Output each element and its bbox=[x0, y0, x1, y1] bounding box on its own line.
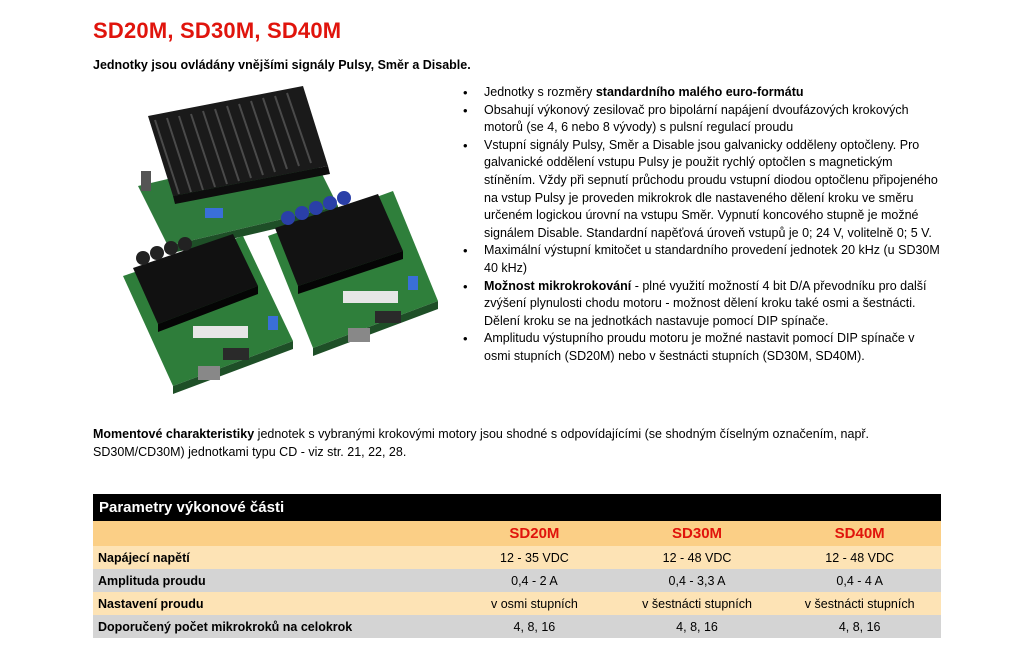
feature-item: • Amplitudu výstupního proudu motoru je možné nastavit pomocí DIP spínače v osmi stupních (SD20M) nebo v šestnácti stupních (SD30M, SD40M). bbox=[462, 330, 942, 365]
board-right bbox=[268, 191, 438, 356]
moment-note: Momentové charakteristiky jednotek s vybranými krokovými motory jsou shodné s odpovídajícími (se shodným číselným označením, např. SD30M/CD30M) jednotkami typu CD - viz str. 21, 22, 28. bbox=[93, 427, 870, 459]
table-row: Doporučený počet mikrokroků na celokrok 4, 8, 16 4, 8, 16 4, 8, 16 bbox=[93, 615, 941, 638]
page-title: SD20M, SD30M, SD40M bbox=[93, 18, 342, 43]
feature-item: • Možnost mikrokrokování - plné využití možností 4 bit D/A převodníku pro další zvýšení plynulosti chodu motoru - možnost dělení kroku také osmi a šestnácti. Dělení kroku se na jednotkách nastavuje pomocí DIP spínače. bbox=[462, 278, 942, 331]
feature-item: • Obsahují výkonový zesilovač pro bipolární napájení dvoufázových krokových motorů (se 4, 6 nebo 8 vývody) s pulsní regulací proudu bbox=[462, 102, 942, 137]
product-photo bbox=[93, 86, 440, 408]
column-header: SD30M bbox=[616, 521, 779, 546]
feature-item: • Jednotky s rozměry standardního malého euro-formátu bbox=[462, 84, 942, 102]
table-corner bbox=[93, 521, 453, 546]
page-subtitle: Jednotky jsou ovládány vnějšími signály Pulsy, Směr a Disable. bbox=[93, 58, 471, 72]
table-row: Amplituda proudu 0,4 - 2 A 0,4 - 3,3 A 0,4 - 4 A bbox=[93, 569, 941, 592]
column-header: SD20M bbox=[453, 521, 616, 546]
parameters-table bbox=[93, 494, 941, 638]
feature-item: • Maximální výstupní kmitočet u standardního provedení jednotek 20 kHz (u SD30M 40 kHz) bbox=[462, 242, 942, 277]
board-left bbox=[123, 234, 293, 394]
feature-list bbox=[462, 84, 942, 366]
table-row: Napájecí napětí 12 - 35 VDC 12 - 48 VDC 12 - 48 VDC bbox=[93, 546, 941, 569]
feature-item: • Vstupní signály Pulsy, Směr a Disable jsou galvanicky odděleny optočleny. Pro galvanické oddělení vstupu Pulsy je použit rychlý optočlen s magnetickým stíněním. Vždy při sepnutí průchodu proudu vstupní diodou optočlenu připojeného na vstup Pulsy je proveden mikrokrok dle nastaveného dělení kroku ve směru určeném logickou úrovní na vstupu Směr. Vypnutí koncového stupně je možné signálem Disable. Standardní napěťová úroveň vstupů je 0; 24 V, volitelně 0; 5 V. bbox=[462, 137, 942, 243]
table-heading: Parametry výkonové části bbox=[93, 494, 941, 521]
table-row: Nastavení proudu v osmi stupních v šestnácti stupních v šestnácti stupních bbox=[93, 592, 941, 615]
column-header: SD40M bbox=[778, 521, 941, 546]
